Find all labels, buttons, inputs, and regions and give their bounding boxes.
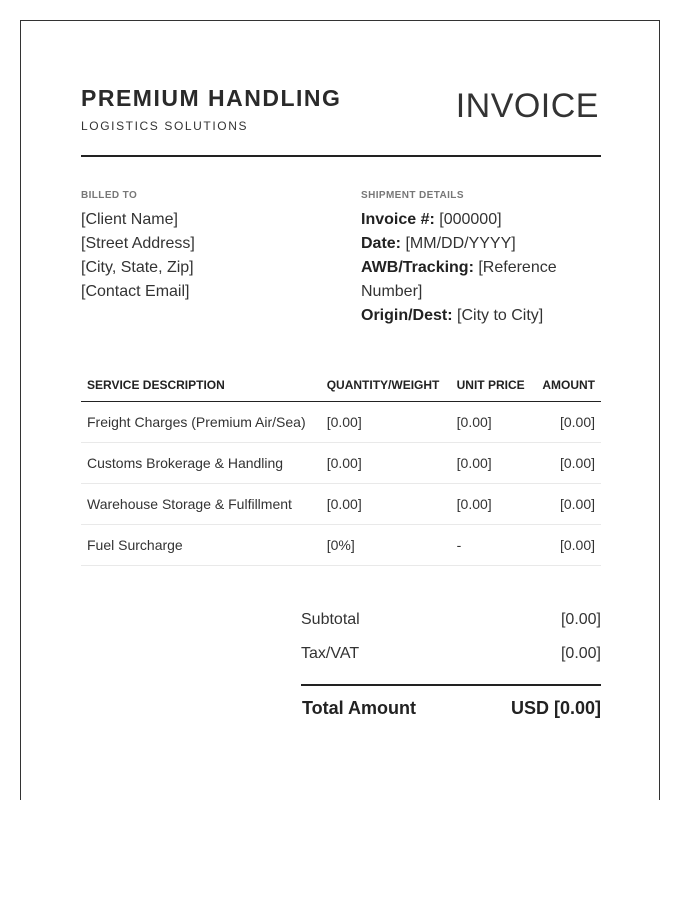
client-name: [Client Name] [81, 211, 178, 228]
company-tagline: LOGISTICS SOLUTIONS [81, 119, 249, 133]
date-line [361, 232, 581, 256]
cell-description: Freight Charges (Premium Air/Sea) [81, 402, 321, 443]
cell-quantity: [0.00] [321, 402, 451, 443]
total-amount-value: USD [0.00] [510, 698, 601, 718]
total-amount-label: Total Amount [302, 698, 416, 718]
totals-divider [301, 684, 601, 686]
column-header-unit-price: UNIT PRICE [451, 369, 537, 402]
cell-unit-price: - [451, 525, 537, 566]
awb-tracking-line [361, 256, 581, 304]
invoice-sheet [20, 20, 660, 800]
cell-quantity: [0.00] [321, 484, 451, 525]
subtotal-row [301, 611, 601, 645]
cell-description: Fuel Surcharge [81, 525, 321, 566]
cell-amount: [0.00] [536, 484, 601, 525]
cell-unit-price: [0.00] [451, 443, 537, 484]
invoice-number-line [361, 208, 581, 232]
total-amount-row [301, 698, 601, 734]
cell-amount: [0.00] [536, 402, 601, 443]
cell-description: Warehouse Storage & Fulfillment [81, 484, 321, 525]
contact-email: [Contact Email] [81, 283, 190, 300]
awb-tracking-value: [Reference Number] [361, 259, 557, 300]
cell-quantity: [0%] [321, 525, 451, 566]
header-divider [81, 155, 601, 157]
table-header-row [81, 369, 601, 402]
city-state-zip: [City, State, Zip] [81, 259, 194, 276]
invoice-number-key: Invoice #: [361, 211, 435, 228]
subtotal-value: [0.00] [560, 611, 601, 628]
table-row [81, 525, 601, 566]
table-row [81, 402, 601, 443]
date-value: [MM/DD/YYYY] [405, 235, 516, 252]
tax-row [301, 645, 601, 679]
column-header-description: SERVICE DESCRIPTION [81, 369, 321, 402]
document-title: INVOICE [455, 87, 599, 125]
table-row [81, 484, 601, 525]
cell-unit-price: [0.00] [451, 402, 537, 443]
cell-unit-price: [0.00] [451, 484, 537, 525]
line-items-table [81, 369, 601, 566]
totals-block [301, 611, 601, 734]
date-key: Date: [361, 235, 402, 252]
cell-amount: [0.00] [536, 525, 601, 566]
origin-dest-value: [City to City] [457, 307, 544, 324]
cell-description: Customs Brokerage & Handling [81, 443, 321, 484]
column-header-amount: AMOUNT [536, 369, 601, 402]
billed-to-block [81, 208, 195, 304]
table-row [81, 443, 601, 484]
shipment-details-block [361, 208, 581, 328]
billed-to-label: BILLED TO [81, 190, 138, 201]
street-address: [Street Address] [81, 235, 195, 252]
origin-dest-key: Origin/Dest: [361, 307, 453, 324]
cell-amount: [0.00] [536, 443, 601, 484]
invoice-number-value: [000000] [439, 211, 502, 228]
subtotal-label: Subtotal [301, 611, 360, 628]
origin-dest-line [361, 304, 581, 328]
tax-value: [0.00] [560, 645, 601, 662]
awb-tracking-key: AWB/Tracking: [361, 259, 474, 276]
company-name: PREMIUM HANDLING [81, 85, 342, 111]
cell-quantity: [0.00] [321, 443, 451, 484]
column-header-quantity: QUANTITY/WEIGHT [321, 369, 451, 402]
shipment-details-label: SHIPMENT DETAILS [361, 190, 464, 201]
tax-label: Tax/VAT [301, 645, 360, 662]
